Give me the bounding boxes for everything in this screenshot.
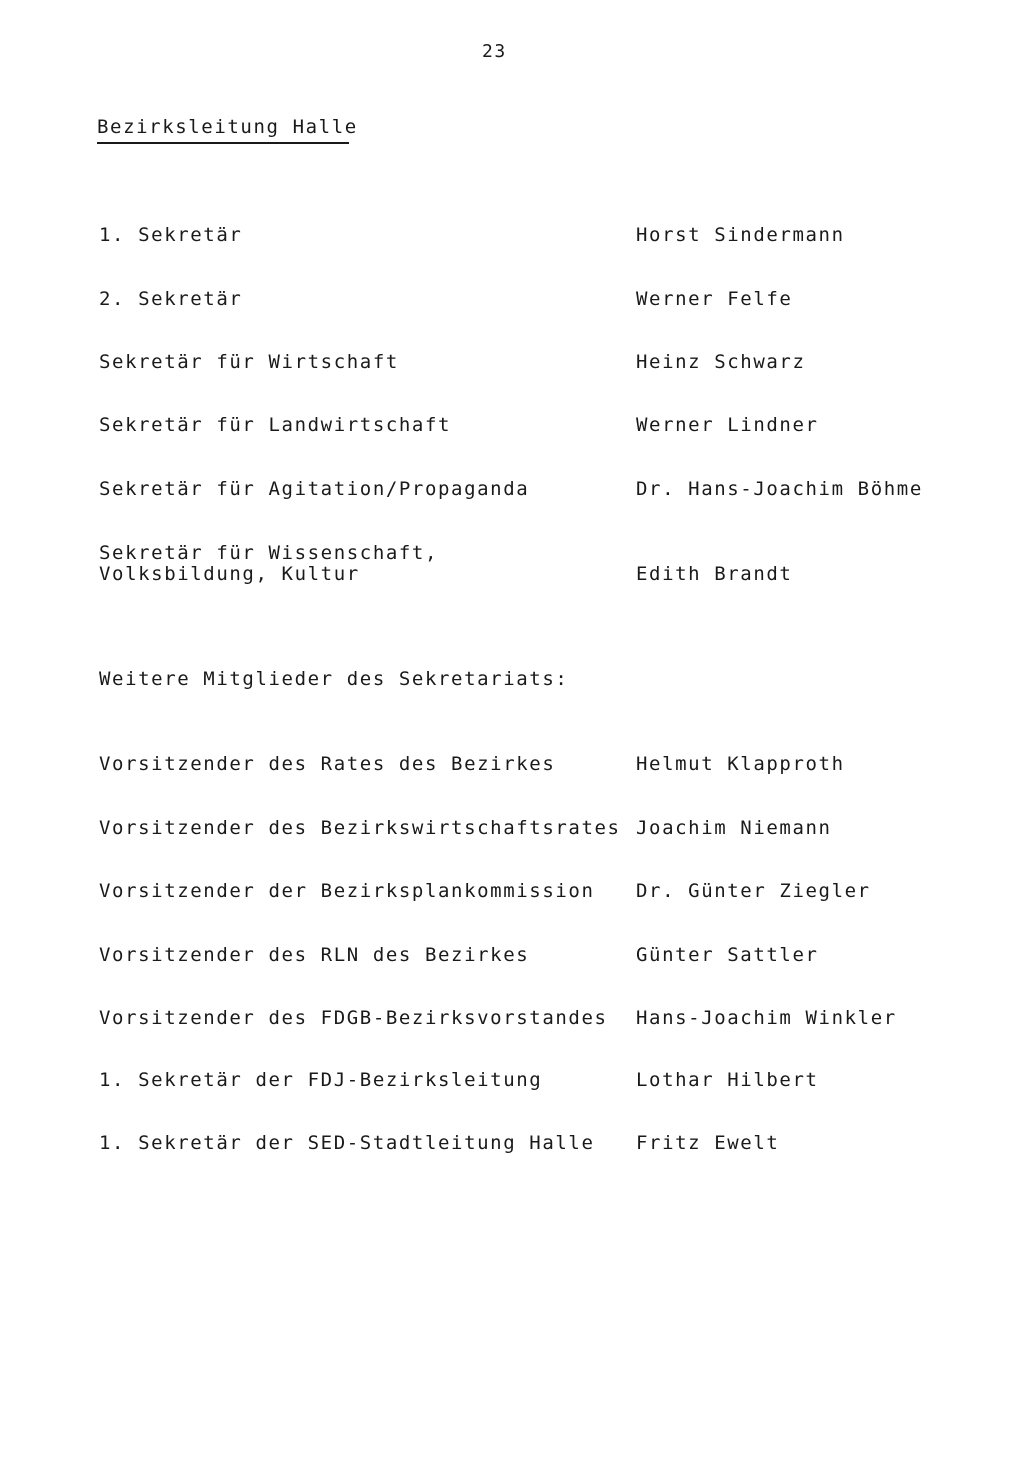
name-fdj-secretary: Lothar Hilbert (636, 1069, 819, 1091)
page-number: 23 (482, 41, 507, 62)
name-sed-city-secretary: Fritz Ewelt (636, 1132, 780, 1154)
name-first-secretary: Horst Sindermann (636, 224, 845, 246)
title-underline (97, 142, 349, 144)
role-sed-city-secretary: 1. Sekretär der SED-Stadtleitung Halle (99, 1132, 595, 1154)
name-fdgb-chair: Hans-Joachim Winkler (636, 1007, 897, 1029)
name-economic-council-chair: Joachim Niemann (636, 817, 832, 839)
role-economic-council-chair: Vorsitzender des Bezirkswirtschaftsrates (99, 817, 621, 839)
role-council-chair: Vorsitzender des Rates des Bezirkes (99, 753, 556, 775)
role-fdgb-chair: Vorsitzender des FDGB-Bezirksvorstandes (99, 1007, 608, 1029)
role-agriculture-secretary: Sekretär für Landwirtschaft (99, 414, 452, 436)
name-economy-secretary: Heinz Schwarz (636, 351, 806, 373)
role-fdj-secretary: 1. Sekretär der FDJ-Bezirksleitung (99, 1069, 543, 1091)
name-rln-chair: Günter Sattler (636, 944, 819, 966)
name-second-secretary: Werner Felfe (636, 288, 793, 310)
name-council-chair: Helmut Klapproth (636, 753, 845, 775)
role-science-secretary-line2: Volksbildung, Kultur (99, 563, 360, 585)
name-agitation-secretary: Dr. Hans-Joachim Böhme (636, 478, 923, 500)
page-title: Bezirksleitung Halle (97, 116, 358, 138)
role-agitation-secretary: Sekretär für Agitation/Propaganda (99, 478, 530, 500)
role-first-secretary: 1. Sekretär (99, 224, 243, 246)
role-planning-commission-chair: Vorsitzender der Bezirksplankommission (99, 880, 595, 902)
role-rln-chair: Vorsitzender des RLN des Bezirkes (99, 944, 530, 966)
role-second-secretary: 2. Sekretär (99, 288, 243, 310)
role-science-secretary-line1: Sekretär für Wissenschaft, (99, 542, 439, 564)
further-members-heading: Weitere Mitglieder des Sekretariats: (99, 668, 569, 690)
name-science-secretary: Edith Brandt (636, 563, 793, 585)
name-planning-commission-chair: Dr. Günter Ziegler (636, 880, 871, 902)
name-agriculture-secretary: Werner Lindner (636, 414, 819, 436)
role-economy-secretary: Sekretär für Wirtschaft (99, 351, 399, 373)
